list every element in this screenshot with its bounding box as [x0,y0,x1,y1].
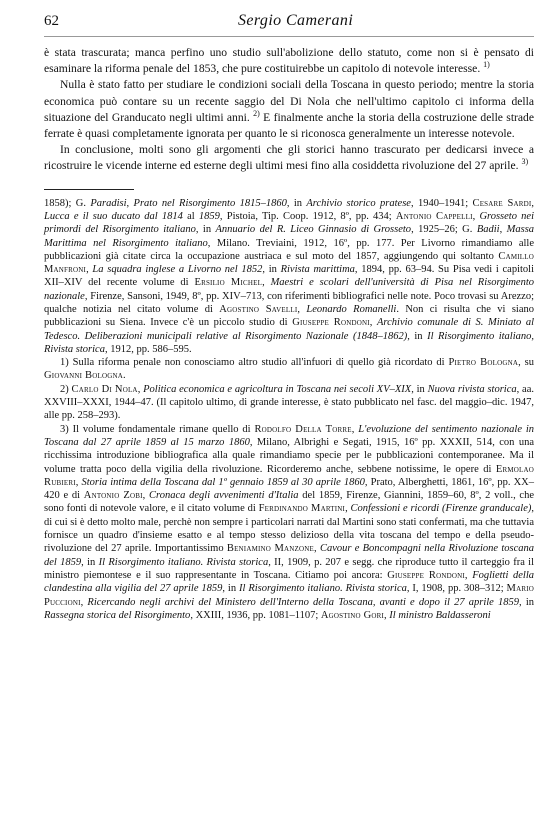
footnote-segment: . [123,370,126,382]
footnote-segment: , XXIII, 1936, pp. 1081–1107; [190,609,321,621]
footnote-segment: Archivio comunale di S. Miniato al Tedesco. Deliberazioni municipali relative al Risorgimento Nazionale (1848–1862) [44,317,535,342]
footnote-segment: , [384,609,390,621]
footnote-segment: , [314,543,320,555]
footnote-segment: Il Risorgimento italiano. Rivista storica [239,583,407,595]
paragraph-2-text-a: Nulla è stato fatto per studiare le condizioni sociali della Toscana in questo periodo; mentre la storia economica può contare su un recente saggio del Di Nola che nell'ultimo capitolo ci informa della situazione del Granducato negli ultimi anni. [44,78,534,124]
footnote-segment: Cesare Sardi [472,197,532,209]
footnote-segment: Archivio storico pratese [306,197,411,209]
footnote-segment: , in [81,556,99,568]
footnote-segment: Ersilio Michel [194,277,263,289]
footnote-segment: , [472,210,480,222]
footnote-segment: , [142,490,150,502]
footnote-segment: , in [411,383,428,395]
footnote-segment: , [86,264,93,276]
footnote-segment: , su [518,357,534,369]
footnote-segment: Maestri e scolari dell'università di Pisa nel Risorgimento nazionale [44,277,535,302]
footnote-segment: Cavour e Boncompagni nella Rivoluzione toscana del 1859 [44,543,535,568]
footnote-segment: , [126,197,134,209]
footnote-segment: Leonardo Romanelli [306,304,397,315]
footnote-segment: , Milano. Treviaini, 1912, 16º, pp. 177. Per Livorno rimandiamo alle pubblicazioni già citate circa la occupazione austriaca e sul moto del 1857, aggiungendo qui soltanto [44,237,534,262]
footnote-segment: , 1925–26; G. [411,224,477,236]
footnote-segment: 1) Sulla riforma penale non conosciamo altro studio all'infuori di quello già ricordato di [60,357,449,369]
footnote-segment: Cronaca degli avvenimenti d'Italia [149,490,299,502]
footnote-segment: , [137,383,144,395]
footnote-segment: Giovanni Bologna [44,370,123,382]
footnote-segment: Carlo Di Nola [71,383,138,395]
footnote-segment: Ermolao Rubieri [44,463,534,488]
footnote-segment: , [531,197,535,209]
footnote-segment: , di cui si è detto molto male, perchè non sempre i particolari narrati dal Martini sono stati confermati, ma che tuttavia fornisce un quadro d'insieme esatto e al tempo stesso delizioso della vita toscana del tempo e della pseudo-rivoluzione del 27 aprile. Importantissimo [44,503,534,555]
footnote-segment: , in [286,197,307,209]
footnote-segment: Antonio Cappelli [395,210,473,222]
footnote-segment: Beniamino Manzone [226,543,315,555]
footnote-segment: Lucca e il suo ducato dal 1814 [44,210,183,222]
paragraph-3-text: In conclusione, molti sono gli argomenti che gli storici hanno trascurato per dedicarsi invece a ricostruire le vicende interne ed esterne degli ultimi mesi fino alla cosiddetta rivoluzione del 27 aprile. [44,143,534,173]
footnote-segment: Agostino Savelli [219,304,298,315]
footnote-segment: , [464,569,473,581]
footnote-segment: 3) Il volume fondamentale rimane quello di [60,423,255,435]
footnote-segment: Badii [476,224,500,236]
footnote-segment: Pietro Bologna [448,357,519,369]
footnote-segment: , [297,304,307,315]
footnote-1 [44,356,534,383]
page-number: 62 [44,13,59,29]
footnote-segment: , 1940–1941; [410,197,473,209]
footnote-segment: Camillo Manfroni [44,250,534,276]
footnote-segment: Antonio Zobi [83,490,143,502]
footnote-segment: Il Risorgimento italiano. Rivista storica [98,556,269,568]
footnote-ref-1[interactable]: 1) [483,60,490,70]
footnote-segment: , I, 1908, pp. 308–312; [406,583,507,595]
footnote-segment: Politica economica e agricoltura in Toscana nei secoli XV–XIX [143,383,412,395]
footnote-segment: Il Risorgimento italiano, Rivista storica [44,330,535,355]
footnote-segment: , [75,476,82,488]
footnote-segment: Il ministro Baldasseroni [389,609,491,621]
footnote-segment: L'evoluzione del sentimento nazionale in Toscana dal 27 aprile 1859 al 15 marzo 1860 [44,423,535,448]
footnote-continued [44,197,534,357]
paragraph-1 [44,45,534,77]
footnote-segment: Giuseppe Rondoni [292,317,370,329]
footnote-segment: Massa Marittima nel Risorgimento italiano [44,224,535,249]
footnote-segment: Agostino Gori [320,609,385,621]
footnote-segment: , [345,503,351,515]
footnote-segment: , [369,317,378,329]
paragraph-3 [44,142,534,174]
footnote-segment: , Prato, Alberghetti, 1861, 16º, pp. XX–420 e di [44,476,534,502]
footnote-segment: del 1859, Firenze, Giannini, 1859–60, 8º, 2 voll., che sono fonti di notevole valore, e il citato volume di [44,490,535,515]
paragraph-1-text: è stata trascurata; manca perfino uno studio sull'abolizione dello statuto, come non si è pensato di esaminare la riforma penale del 1853, che pure costituirebbe un capitolo di notevole interesse. [44,46,534,76]
footnote-segment: Rassegna storica del Risorgimento [44,609,191,621]
paragraph-2 [44,77,534,142]
footnote-segment: Rodolfo Della Torre [254,423,352,435]
footnote-segment: , [351,423,359,435]
footnote-segment: , [499,224,507,236]
footnote-segment: Ricercando negli archivi del Ministero dell'Interno della Toscana, avanti e dopo il 27 aprile 1859 [87,596,520,608]
footnote-segment: 1859 [198,210,220,222]
footnote-segment: Foglietti della clandestina alla vigilia del 27 aprile 1859 [44,569,535,595]
footnote-segment: , II, 1909, p. 207 e segg. che riproduce tutto il carteggio fra il ministro piemontese e il suo rappresentante in Toscana. Citiamo poi ancora: [44,556,535,581]
footnote-segment: , 1912, pp. 586–595. [104,343,192,355]
footnote-segment: Rivista marittima [280,264,355,276]
footnote-segment: . Non ci risulta che vi siano pubblicazioni su Siena. Invece c'è un piccolo studio di [44,304,535,329]
footnote-segment: , Pistoia, Tip. Coop. 1912, 8º, pp. 434; [219,210,396,222]
footnote-ref-3[interactable]: 3) [521,157,529,167]
footnote-rule [44,189,134,190]
footnote-segment: Annuario del R. Liceo Ginnasio di Grosseto [215,224,412,236]
footnote-segment: , [262,277,271,289]
footnote-3 [44,423,534,622]
main-text [44,45,534,175]
footnote-segment: , [80,596,88,608]
footnote-segment: Confessioni e ricordi (Firenze granducale) [350,503,532,515]
paragraph-2-text-b: E finalmente anche la storia della costruzione delle strade ferrate è quasi completamente ignorata per quanto le si riconosca generalmente un interesse notevole. [44,110,534,141]
footnote-segment: Prato nel Risorgimento 1815–1860 [133,197,287,209]
footnote-segment: , aa. XXVIII–XXXI, 1944–47. (Il capitolo ultimo, di grande interesse, è stato pubblicato nel fasc. del maggio–dic. 1947, alle pp. 258–293). [44,383,534,422]
footnote-segment: al [182,210,199,222]
footnote-segment: , in [262,264,281,276]
footnote-segment: 1858); G. [44,197,91,209]
footnote-ref-2[interactable]: 2) [253,108,260,118]
footnote-segment: , in [519,596,535,608]
footnote-segment: 2) [60,383,72,395]
footnote-segment: , 1894, pp. 63–94. Su Pisa vedi i capitoli XII–XIV del recente volume di [44,264,535,289]
footnote-segment: Giuseppe Rondoni [387,569,465,581]
running-head: Sergio Camerani [238,12,354,29]
footnote-segment: Nuova rivista storica [427,383,517,395]
footnotes [44,197,534,623]
footnote-2 [44,383,534,423]
footnote-segment: , Firenze, Sansoni, 1949, 8º, pp. XIV–713, con riferimenti bibliografici nelle note. Poco trovasi su Arezzo; qualche notizia nel citato volume di [44,290,534,315]
footnote-segment: , Milano, Albrighi e Segati, 1915, 16º pp. XXXII, 514, con una ricchissima introduzione bibliografica alla quale rimandiamo specie per le pubblicazioni contemporanee. Ma il volume tratta poco della vigilia della rivoluzione. Ricorderemo anche, sebbene notissime, le opere di [44,436,535,475]
footnote-segment: , in [195,224,216,236]
footnote-segment: Storia intima della Toscana dal 1º gennaio 1859 al 30 aprile 1860 [81,476,365,488]
page-header [44,12,534,37]
footnote-segment: , in [407,330,428,342]
footnote-segment: Grosseto nei primordi del Risorgimento italiano [44,210,534,236]
footnote-segment: La squadra inglese a Livorno nel 1852 [92,264,263,276]
footnote-segment: Mario Puccioni [44,583,534,608]
footnote-segment: , in [222,583,240,595]
footnote-segment: Paradisi [90,197,127,209]
footnote-segment: Ferdinando Martini [258,503,346,515]
